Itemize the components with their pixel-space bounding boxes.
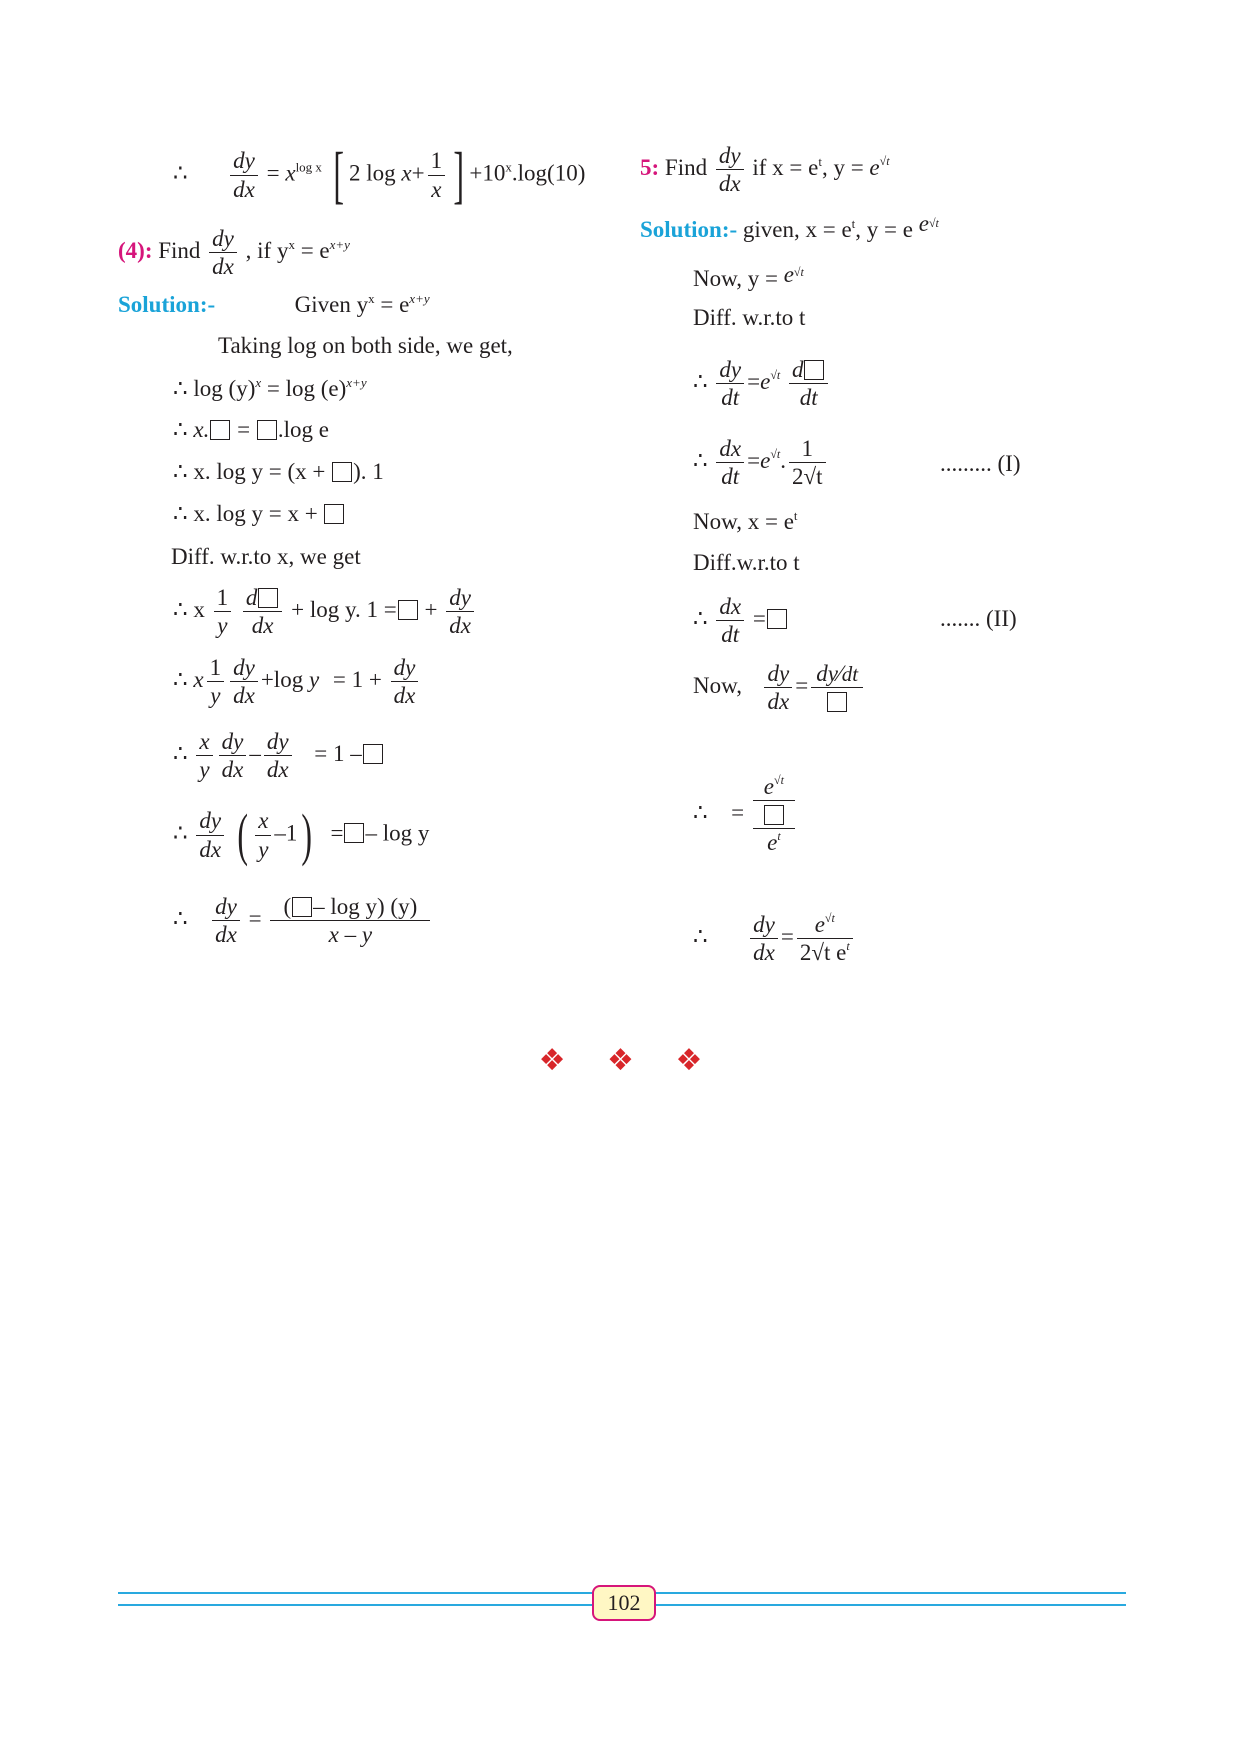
diff-wrt-t-1: Diff. w.r.to t	[693, 305, 806, 330]
blank-box[interactable]	[767, 609, 787, 629]
blank-box[interactable]	[363, 744, 383, 764]
step-substitute: ∴ = $\frac{e^{√t}}{e^t}$	[693, 773, 798, 856]
blank-box[interactable]	[324, 504, 344, 524]
step-dy-dx-ratio: Now, $\frac{dy}{dx}$ = dy⁄dt	[693, 660, 866, 715]
step-dx-dt-1: ∴ $\frac{dx}{dt}$ $=e^{√t}$. $\frac{1}{2√t}$	[693, 435, 829, 490]
blank-box[interactable]	[804, 360, 824, 380]
eq-top: ∴ $\frac{dy}{dx}$ = $x^{log x}$ [ 2 log x+ $\frac{1}{x}$ ] $+10^x.\log(10)$	[173, 139, 586, 210]
solution-5: Solution:- given, $x = e^t$, y = e $e^{√t}$	[640, 211, 939, 242]
step-diff-1: ∴ x $\frac{1}{y}$ $\frac{d}{dx}$ + log y. 1 = + $\frac{dy}{dx}$	[173, 584, 477, 639]
equation-tag-2: ....... (II)	[940, 606, 1017, 631]
blank-box[interactable]	[332, 462, 352, 482]
diff-wrt-x: Diff. w.r.to x, we get	[171, 544, 361, 569]
taking-log-line: Taking log on both side, we get,	[218, 333, 513, 358]
step-final-left: ∴ $\frac{dy}{dx}$ = $\frac{\text{( – log y) (y)}}{x - y}$	[173, 893, 433, 948]
step-blank-1: ∴ x. = .log e	[173, 417, 329, 442]
step-factor: ∴ $\frac{dy}{dx}$ ( $\frac{x}{y}$ –1) = – log y	[173, 802, 430, 867]
blank-box[interactable]	[257, 420, 277, 440]
step-dx-dt-2: ∴ $\frac{dx}{dt}$ =	[693, 593, 788, 648]
blank-box[interactable]	[210, 420, 230, 440]
step-log: ∴ $\log (y)^x = \log (e)^{x+y}$	[173, 375, 367, 401]
step-dy-dt: ∴ $\frac{dy}{dt}$ $=e^{√t}$ $\frac{d}{dt}$	[693, 356, 831, 411]
diff-wrt-t-2: Diff.w.r.to t	[693, 550, 800, 575]
equation-tag-1: ......... (I)	[940, 451, 1021, 476]
step-blank-2: ∴ x. log y = (x + ). 1	[173, 459, 384, 484]
step-final-right: ∴ $\frac{dy}{dx}$ = $\frac{e^{√t}}{2√t e^t}$	[693, 911, 856, 966]
section-end-ornament	[0, 1043, 1241, 1078]
blank-box[interactable]	[764, 805, 784, 825]
blank-box[interactable]	[827, 692, 847, 712]
blank-box[interactable]	[344, 823, 364, 843]
page-number: 102	[592, 1585, 656, 1621]
question-4: (4): Find $\frac{dy}{dx}$ , if $y^x = e^{x+y}$	[118, 226, 350, 280]
blank-box[interactable]	[258, 588, 278, 608]
step-diff-3: ∴ $\frac{x}{y}$ $\frac{dy}{dx}$ – $\frac{dy}{dx}$ = 1 –	[173, 728, 384, 783]
now-x: Now, $x = e^t$	[693, 508, 798, 534]
now-y: Now, $y = e^{√t}$	[693, 262, 804, 291]
ornament-diamond-icon: ❖	[675, 1043, 703, 1078]
solution-4: Solution:- Given $y^x = e^{x+y}$	[118, 291, 430, 317]
ornament-diamond-icon: ❖	[607, 1043, 634, 1078]
ornament-diamond-icon: ❖	[538, 1043, 566, 1078]
question-5: 5: Find $\frac{dy}{dx}$ if $x = e^t$, $y = e^{√t}$	[640, 143, 890, 197]
step-diff-2: ∴ x $\frac{1}{y}$ $\frac{dy}{dx}$ +log y = 1 + $\frac{dy}{dx}$	[173, 654, 421, 709]
step-blank-3: ∴ x. log y = x +	[173, 502, 345, 525]
blank-box[interactable]	[292, 897, 312, 917]
blank-box[interactable]	[398, 600, 418, 620]
